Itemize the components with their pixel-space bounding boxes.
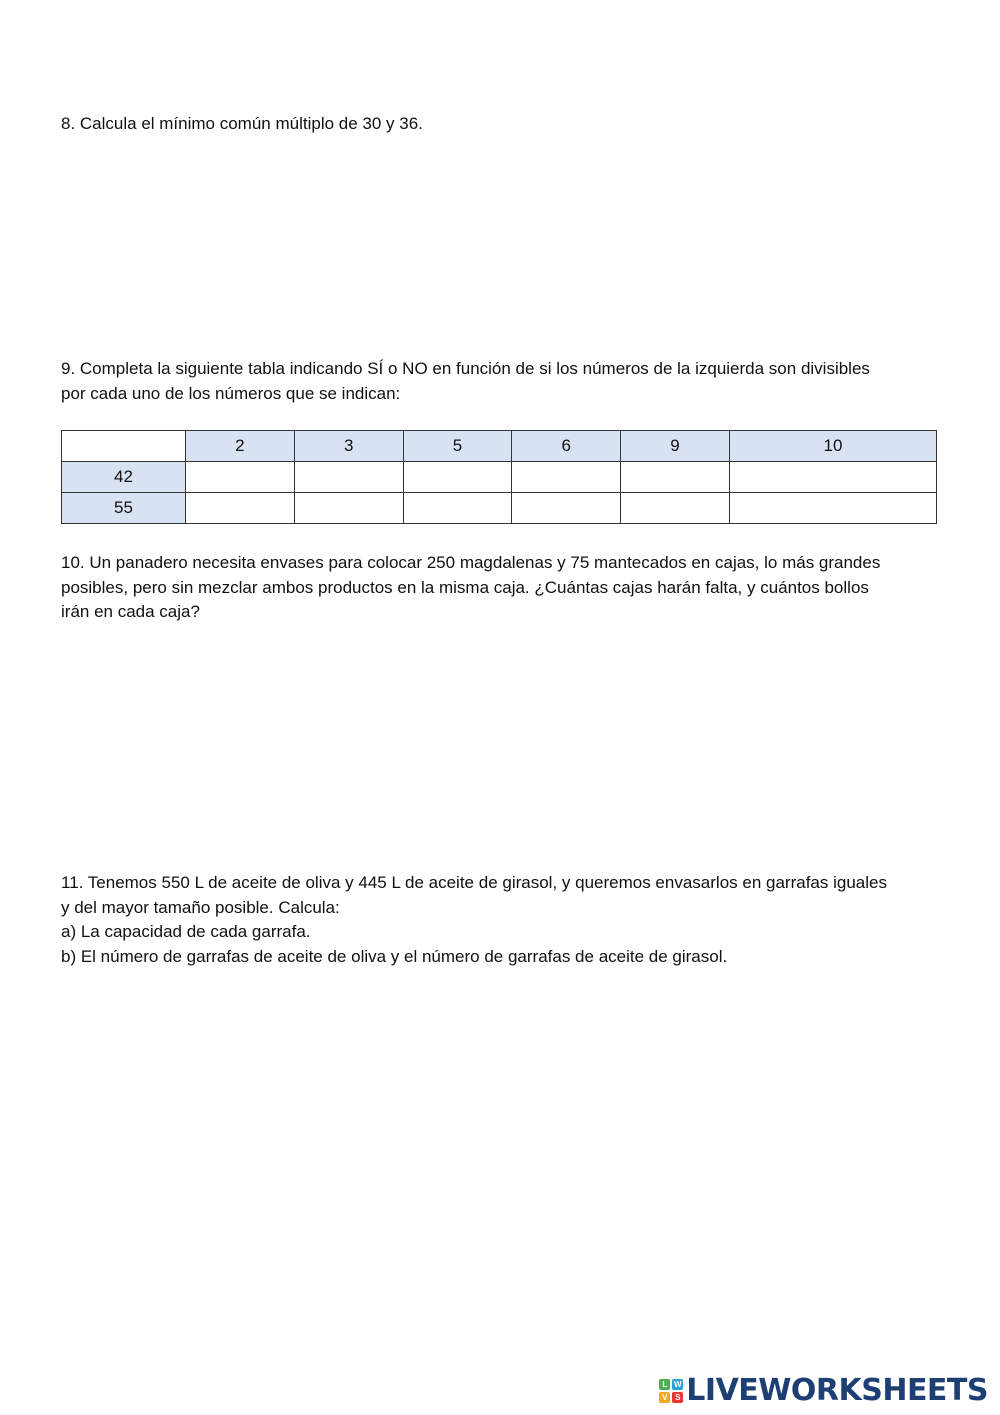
logo-tile: S bbox=[672, 1392, 683, 1403]
table-corner-cell bbox=[62, 431, 186, 462]
question-11-item-b: b) El número de garrafas de aceite de oliva y el número de garrafas de aceite de girasol. bbox=[61, 946, 728, 966]
logo-tile: W bbox=[674, 1379, 682, 1389]
answer-cell[interactable] bbox=[186, 493, 295, 524]
question-9-line: por cada uno de los números que se indican: bbox=[61, 383, 401, 403]
row-number-cell: 55 bbox=[62, 493, 186, 524]
question-11-line: 11. Tenemos 550 L de aceite de oliva y 445 L de aceite de girasol, y queremos envasarlos en garrafas iguales bbox=[61, 873, 887, 892]
question-8-line: 8. Calcula el mínimo común múltiplo de 30 y 36. bbox=[61, 114, 423, 133]
answer-cell[interactable] bbox=[621, 493, 730, 524]
liveworksheets-icon bbox=[659, 1379, 683, 1403]
table-row bbox=[62, 462, 937, 493]
answer-cell[interactable] bbox=[403, 493, 512, 524]
table-header-cell: 10 bbox=[729, 431, 936, 462]
question-11 bbox=[61, 871, 939, 969]
divisibility-table bbox=[61, 430, 937, 524]
answer-cell[interactable] bbox=[729, 493, 936, 524]
question-8 bbox=[61, 112, 939, 137]
question-9 bbox=[61, 357, 939, 406]
question-9-line: 9. Completa la siguiente tabla indicando SÍ o NO en función de si los números de la izquierda son divisibles bbox=[61, 359, 870, 378]
liveworksheets-logo bbox=[659, 1374, 988, 1408]
table-header-cell: 9 bbox=[621, 431, 730, 462]
logo-tile: L bbox=[659, 1379, 670, 1390]
logo-tile: V bbox=[659, 1392, 670, 1403]
question-11-line: y del mayor tamaño posible. Calcula: bbox=[61, 897, 340, 917]
question-11-item-a: a) La capacidad de cada garrafa. bbox=[61, 922, 311, 941]
answer-cell[interactable] bbox=[403, 462, 512, 493]
answer-cell[interactable] bbox=[294, 462, 403, 493]
liveworksheets-wordmark: LIVEWORKSHEETS bbox=[686, 1373, 988, 1408]
table-header-cell: 6 bbox=[512, 431, 621, 462]
table-row bbox=[62, 493, 937, 524]
answer-cell[interactable] bbox=[512, 493, 621, 524]
answer-cell[interactable] bbox=[512, 462, 621, 493]
answer-cell[interactable] bbox=[186, 462, 295, 493]
question-10-line: posibles, pero sin mezclar ambos productos en la misma caja. ¿Cuántas cajas harán falta, y cuántos bollos bbox=[61, 577, 869, 597]
table-header-row bbox=[62, 431, 937, 462]
row-number-cell: 42 bbox=[62, 462, 186, 493]
question-10-line: irán en cada caja? bbox=[61, 602, 200, 621]
table-header-cell: 3 bbox=[294, 431, 403, 462]
table-header-cell: 2 bbox=[186, 431, 295, 462]
table-header-cell: 5 bbox=[403, 431, 512, 462]
answer-cell[interactable] bbox=[621, 462, 730, 493]
answer-cell[interactable] bbox=[729, 462, 936, 493]
question-10-line: 10. Un panadero necesita envases para colocar 250 magdalenas y 75 mantecados en cajas, lo más grandes bbox=[61, 553, 881, 572]
question-10 bbox=[61, 551, 939, 625]
answer-cell[interactable] bbox=[294, 493, 403, 524]
